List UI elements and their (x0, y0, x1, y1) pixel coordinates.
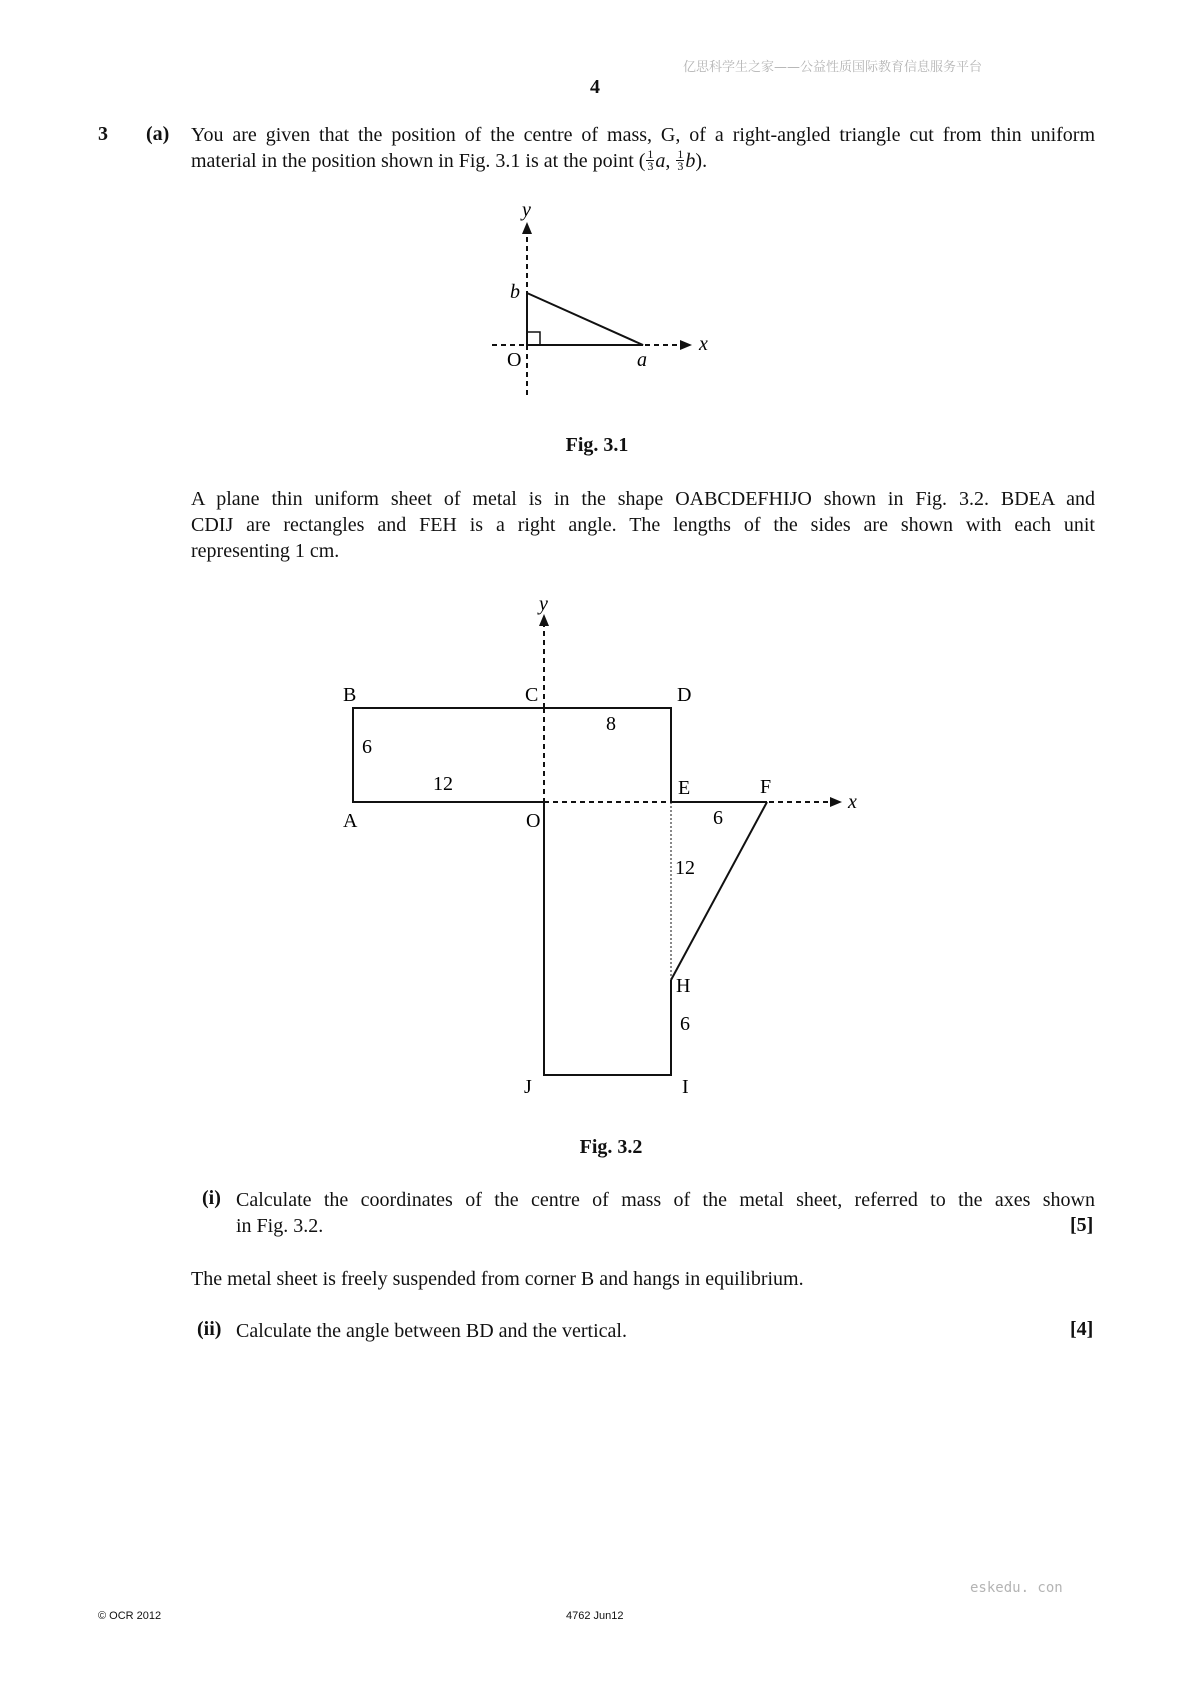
part-ii-label: (ii) (197, 1318, 222, 1340)
fig2-vertex-D: D (677, 684, 692, 706)
part-i-line-1: Calculate the coordinates of the centre of mass of the metal sheet, referred to the axes shown (236, 1189, 1095, 1211)
fraction-denominator: 3 (677, 158, 684, 173)
fig-3-2-caption: Fig. 3.2 (579, 1136, 643, 1158)
description-line-2: CDIJ are rectangles and FEH is a right angle. The lengths of the sides are shown with each unit (191, 514, 1095, 536)
fig2-length-eh: 12 (675, 857, 695, 879)
fig-3-1-caption: Fig. 3.1 (565, 434, 629, 456)
fig1-y-arrow-icon (522, 222, 532, 234)
footer-watermark: eskedu. con (970, 1580, 1063, 1596)
fig2-vertex-E: E (678, 777, 691, 799)
fraction-numerator: 1 (647, 146, 654, 161)
part-a-text (191, 122, 1095, 174)
footer-paper-code: 4762 Jun12 (566, 1610, 624, 1622)
fig1-x-arrow-icon (680, 340, 692, 350)
fig2-length-ao: 12 (433, 773, 453, 795)
fig2-vertex-B: B (343, 684, 357, 706)
figure-3-2 (320, 590, 880, 1110)
part-a-line-2-text: material in the position shown in Fig. 3.1 is at the point ( (191, 150, 646, 172)
figure-3-1 (480, 200, 720, 400)
header-watermark: 亿思科学生之家——公益性质国际教育信息服务平台 (683, 60, 983, 75)
description-paragraph (191, 486, 1095, 564)
page-number: 4 (590, 76, 600, 98)
coord-end: ). (695, 150, 708, 172)
part-a-line-2 (191, 148, 1095, 174)
fraction-numerator: 1 (677, 146, 684, 161)
fig2-vertex-J: J (524, 1076, 532, 1098)
fig2-length-cd: 8 (606, 713, 616, 735)
part-i-text (236, 1187, 1095, 1239)
fig1-label-b: b (510, 281, 520, 303)
fig2-rectangle-bdea (353, 708, 671, 802)
fig2-vertex-F: F (760, 776, 772, 798)
fig2-rectangle-cdij (544, 802, 671, 1075)
description-line-1: A plane thin uniform sheet of metal is in the shape OABCDEFHIJO shown in Fig. 3.2. BDEA and (191, 488, 1095, 510)
fig1-right-angle-mark (527, 332, 540, 345)
part-ii-marks: [4] (1070, 1318, 1094, 1340)
fig1-triangle (527, 293, 643, 345)
fig2-y-arrow-icon (539, 614, 549, 626)
coord-b: b (685, 150, 696, 172)
fig1-label-a: a (637, 349, 647, 371)
fig2-length-ef: 6 (713, 807, 723, 829)
part-ii-text: Calculate the angle between BD and the vertical. (236, 1320, 627, 1342)
question-number: 3 (98, 123, 108, 145)
part-a-label: (a) (146, 123, 170, 145)
fraction-denominator: 3 (647, 158, 654, 173)
fig2-vertex-A: A (343, 810, 358, 832)
suspension-text: The metal sheet is freely suspended from corner B and hangs in equilibrium. (191, 1268, 804, 1290)
part-a-line-1: You are given that the position of the centre of mass, G, of a right-angled triangle cut from thin uniform (191, 124, 1095, 146)
footer-copyright: © OCR 2012 (98, 1610, 162, 1622)
fraction-one-third-b (676, 146, 684, 173)
part-i-marks: [5] (1070, 1214, 1094, 1236)
part-i-label: (i) (202, 1187, 221, 1209)
fig2-length-hi: 6 (680, 1013, 690, 1035)
part-i-line-2: in Fig. 3.2. (236, 1215, 324, 1237)
fraction-one-third-a (646, 146, 654, 173)
fig2-vertex-H: H (676, 975, 691, 997)
fig2-label-x: x (848, 791, 857, 813)
coord-separator: , (665, 150, 676, 172)
fig1-label-x: x (699, 333, 708, 355)
fig2-label-y: y (539, 593, 548, 615)
fig2-length-ab: 6 (362, 736, 372, 758)
description-line-3: representing 1 cm. (191, 540, 340, 562)
fig1-label-y: y (522, 200, 531, 221)
fig2-x-arrow-icon (830, 797, 842, 807)
coord-a: a (655, 150, 666, 172)
fig1-label-O: O (507, 349, 522, 371)
fig2-vertex-C: C (525, 684, 539, 706)
fig2-vertex-I: I (682, 1076, 689, 1098)
fig2-vertex-O: O (526, 810, 541, 832)
